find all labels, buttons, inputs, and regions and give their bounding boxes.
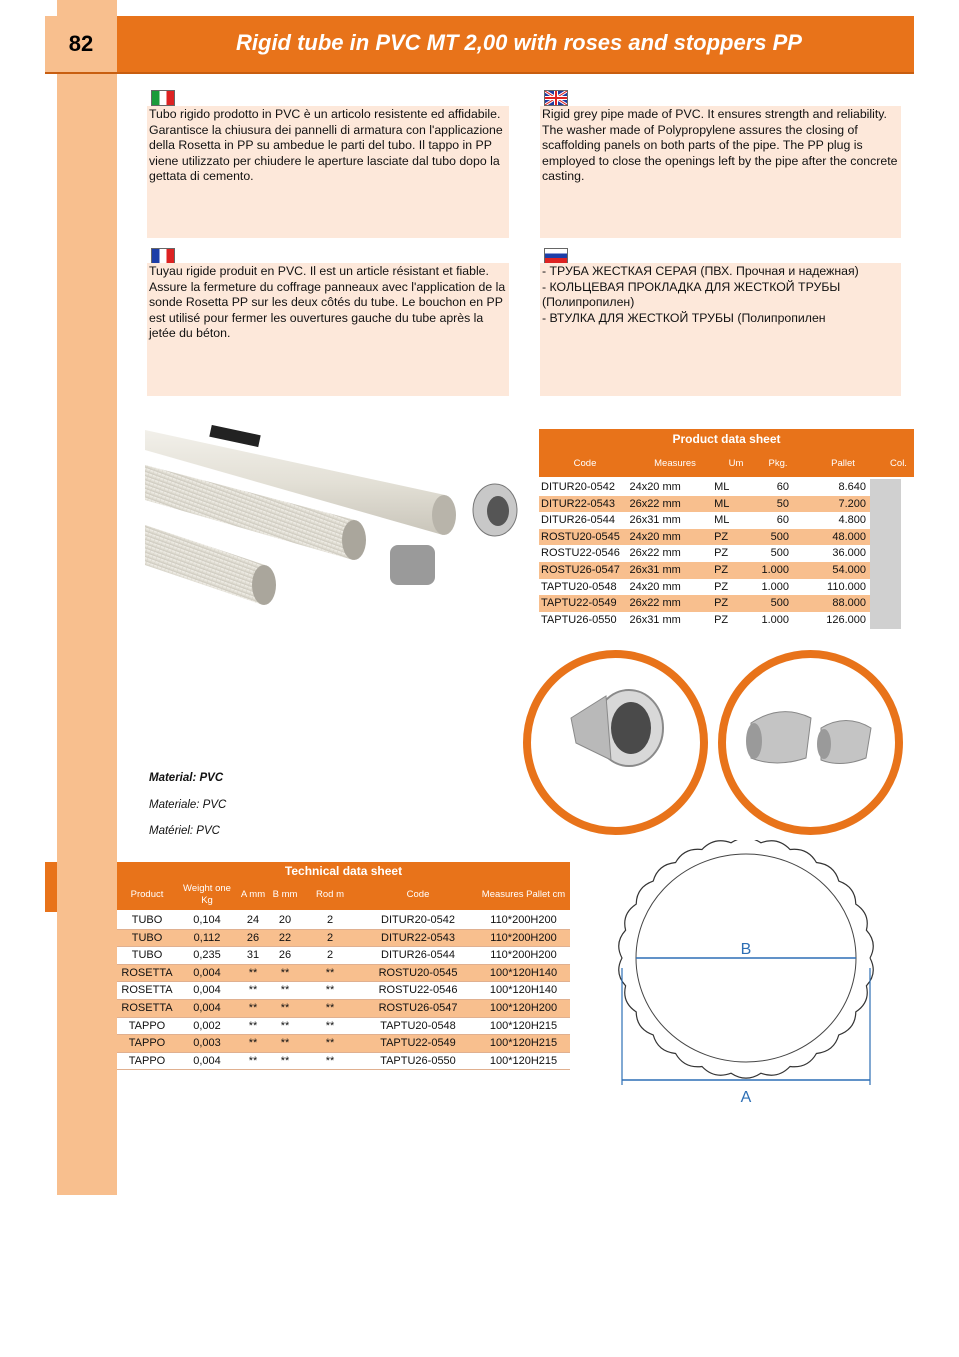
product-cell: 1.000 (761, 580, 789, 593)
product-cell: 26x31 mm (629, 613, 681, 626)
technical-cell: 22 (278, 931, 292, 944)
product-cell: TAPTU26-0550 (541, 613, 617, 626)
product-cell: 24x20 mm (629, 530, 681, 543)
page-title: Rigid tube in PVC MT 2,00 with roses and stoppers PP (236, 30, 802, 55)
col-weight: Weight one Kg (183, 883, 231, 906)
product-cell: ML (714, 514, 730, 527)
technical-cell: 0,004 (193, 1001, 221, 1014)
technical-table-row (117, 1035, 570, 1053)
col-code: Code (406, 889, 430, 900)
product-cell: DITUR20-0542 (541, 481, 615, 493)
description-english: Rigid grey pipe made of PVC. It ensures strength and reliability. The washer made of Polypropylene assures the closing of scaffolding panels on both parts of the pipe. The PP plug is employed to close the openings left by the pipe after the concrete casting. (540, 106, 901, 238)
pipe-3-end (252, 565, 276, 605)
product-cell: TAPTU22-0549 (541, 597, 617, 610)
technical-cell: 24 (246, 914, 260, 926)
technical-cell: ** (248, 1019, 258, 1032)
technical-cell: ROSETTA (121, 1001, 173, 1014)
col-col: Col. (890, 457, 907, 469)
side-strip (57, 0, 117, 1195)
product-cell: 54.000 (832, 563, 866, 576)
pipe-3 (145, 525, 265, 605)
technical-cell: DITUR20-0542 (381, 914, 455, 926)
technical-cell: 100*120H140 (489, 966, 558, 979)
description-french: Tuyau rigide produit en PVC. Il est un article résistant et fiable. Assure la fermeture du coffrage panneaux avec l'application de la sonde Rosetta PP sur les deux côtés du tube. Le bouchon en PP est utilisé pour fermer les ouvertures gauche du tube après la jetée du béton. (147, 263, 509, 396)
page-number: 82 (45, 16, 117, 72)
technical-table-row (117, 912, 570, 930)
col-a: A mm (240, 889, 266, 900)
technical-cell: TUBO (131, 931, 163, 944)
product-table-row (539, 496, 870, 513)
product-cell: 8.640 (838, 481, 866, 493)
product-table-body (539, 479, 914, 628)
technical-cell: TAPPO (128, 1019, 166, 1032)
product-cell: 7.200 (838, 497, 866, 510)
technical-cell: 110*200H200 (490, 931, 557, 944)
col-pallet: Pallet (831, 457, 855, 469)
technical-cell: TAPTU22-0549 (380, 1037, 456, 1050)
technical-cell: 2 (326, 914, 334, 926)
col-b: B mm (272, 889, 298, 900)
technical-cell: ** (248, 1054, 258, 1067)
technical-cell: TUBO (131, 914, 163, 926)
rosette-detail-image (531, 658, 700, 827)
technical-cell: ** (248, 966, 258, 979)
technical-cell: ROSTU22-0546 (378, 984, 458, 997)
description-italian: Tubo rigido prodotto in PVC è un articolo resistente ed affidabile. Garantisce la chiusura dei pannelli di armatura con l'applicazione della Rosetta in PP su ambedue le parti del tubo. Il tappo in PP viene utilizzato per chiudere le aperture lasciate dal tubo dopo la gettata di cemento. (147, 106, 509, 238)
technical-cell: 2 (326, 949, 334, 962)
product-cell: 48.000 (832, 530, 866, 543)
technical-data-table (117, 862, 570, 1070)
technical-table-row (117, 930, 570, 948)
technical-cell: DITUR26-0544 (381, 949, 455, 962)
material-it: Materiale: PVC (149, 799, 227, 811)
product-cell: 500 (770, 547, 789, 560)
technical-cell: TAPPO (128, 1037, 166, 1050)
technical-cell: TAPPO (128, 1054, 166, 1067)
french-flag-icon (151, 248, 175, 264)
technical-cell: 2 (326, 931, 334, 944)
technical-cell: ROSTU20-0545 (378, 966, 458, 979)
product-table-header (539, 449, 914, 479)
pipes-product-image (145, 425, 535, 630)
product-cell: 26x31 mm (629, 514, 681, 527)
technical-cell: 110*200H200 (490, 949, 557, 962)
russian-flag-icon (544, 248, 568, 264)
material-en: Material: PVC (149, 772, 224, 784)
italian-flag-icon (151, 90, 175, 106)
stopper-detail-image (726, 658, 895, 827)
technical-cell: ** (280, 1054, 290, 1067)
technical-table-row (117, 1053, 570, 1071)
col-um: Um (728, 457, 744, 469)
technical-cell: ** (325, 1054, 335, 1067)
technical-cell: ** (325, 1037, 335, 1050)
brand-logo (209, 425, 260, 447)
section-tab (45, 862, 57, 912)
material-fr: Matériel: PVC (149, 825, 220, 837)
technical-cell: 31 (246, 949, 260, 962)
technical-cell: ROSTU26-0547 (378, 1001, 458, 1014)
product-cell: PZ (714, 597, 729, 610)
technical-cell: ROSETTA (121, 984, 173, 997)
ru-line: - КОЛЬЦЕВАЯ ПРОКЛАДКА ДЛЯ ЖЕСТКОЙ ТРУБЫ (542, 279, 841, 294)
product-cell: ML (714, 481, 730, 493)
technical-cell: ** (280, 966, 290, 979)
technical-cell: ** (325, 966, 335, 979)
rosette-hole (487, 496, 509, 526)
product-cell: 1.000 (761, 613, 789, 626)
technical-cell: TUBO (131, 949, 163, 962)
technical-cell: 0,112 (193, 931, 221, 944)
product-table-row (539, 595, 870, 612)
product-cell: DITUR22-0543 (541, 497, 615, 510)
ru-line: - ТРУБА ЖЕСТКАЯ СЕРАЯ (ПВХ. Прочная и надежная) (542, 264, 859, 278)
product-cell: 50 (776, 497, 789, 510)
technical-cell: DITUR22-0543 (381, 931, 455, 944)
product-cell: PZ (714, 613, 729, 626)
technical-cell: ** (248, 984, 258, 997)
product-cell: PZ (714, 547, 729, 560)
technical-cell: ROSETTA (121, 966, 173, 979)
product-table-row (539, 512, 870, 529)
technical-cell: 20 (278, 914, 292, 926)
technical-table-body (117, 912, 570, 1070)
technical-cell: 100*120H215 (489, 1037, 558, 1050)
product-cell: PZ (714, 580, 729, 593)
pipe-1-end (432, 495, 456, 535)
dimension-b-label: B (740, 941, 752, 958)
col-product: Product (130, 889, 164, 900)
product-cell: ROSTU26-0547 (541, 563, 620, 576)
technical-cell: ** (280, 1001, 290, 1014)
technical-cell: 0,003 (193, 1037, 221, 1050)
col-rod: Rod m (316, 889, 344, 900)
technical-cell: ** (248, 1001, 258, 1014)
technical-cell: 100*120H215 (489, 1054, 558, 1067)
col-pkg: Pkg. (768, 457, 788, 469)
technical-cell: ** (325, 1001, 335, 1014)
technical-cell: 26 (246, 931, 260, 944)
product-table-row (539, 479, 870, 496)
product-cell: 60 (776, 514, 789, 527)
product-table-row (539, 545, 870, 562)
technical-cell: ** (280, 984, 290, 997)
technical-cell: 110*200H200 (490, 914, 557, 926)
stopper-part (390, 545, 435, 585)
product-cell: 26x22 mm (629, 497, 681, 510)
product-cell: DITUR26-0544 (541, 514, 615, 527)
technical-cell: TAPTU20-0548 (380, 1019, 456, 1032)
product-cell: 24x20 mm (629, 580, 681, 593)
col-code: Code (573, 457, 597, 469)
rosette-detail-circle (523, 650, 708, 835)
product-cell: TAPTU20-0548 (541, 580, 617, 593)
product-cell: 26x31 mm (629, 563, 681, 576)
technical-cell: ** (280, 1037, 290, 1050)
technical-cell: ** (325, 1019, 335, 1032)
product-cell: 26x22 mm (629, 597, 681, 610)
technical-cell: 0,004 (193, 1054, 221, 1067)
technical-table-row (117, 965, 570, 983)
technical-cell: 0,104 (193, 914, 221, 926)
technical-cell: ** (280, 1019, 290, 1032)
product-cell: PZ (714, 530, 729, 543)
product-cell: 1.000 (761, 563, 789, 576)
pipe-2-end (342, 520, 366, 560)
product-cell: 126.000 (826, 613, 866, 626)
product-data-table (539, 429, 914, 628)
technical-cell: 0,002 (193, 1019, 221, 1032)
technical-cell: 0,004 (193, 966, 221, 979)
technical-cell: ** (248, 1037, 258, 1050)
product-cell: PZ (714, 563, 729, 576)
technical-cell: 100*120H140 (489, 984, 558, 997)
dimension-a-label: A (740, 1089, 752, 1106)
product-cell: ROSTU22-0546 (541, 547, 620, 560)
product-cell: 88.000 (832, 597, 866, 610)
product-cell: 4.800 (838, 514, 866, 527)
ru-line: - ВТУЛКА ДЛЯ ЖЕСТКОЙ ТРУБЫ (Полипропилен (542, 310, 826, 325)
technical-cell: 0,235 (193, 949, 221, 962)
product-cell: 110.000 (827, 580, 866, 593)
product-cell: 36.000 (832, 547, 866, 560)
col-measures-pallet: Measures Pallet cm (481, 889, 566, 900)
product-cell: 500 (770, 530, 789, 543)
product-table-row (539, 529, 870, 546)
rosette-scalloped-outline (619, 840, 874, 1078)
description-russian (540, 263, 901, 396)
uk-flag-graphic (545, 91, 567, 105)
technical-table-title: Technical data sheet (117, 862, 570, 880)
product-cell: 500 (770, 597, 789, 610)
technical-table-row (117, 947, 570, 965)
product-table-row (539, 612, 870, 629)
product-cell: 24x20 mm (629, 481, 681, 493)
technical-table-row (117, 982, 570, 1000)
product-cell: 26x22 mm (629, 547, 681, 560)
technical-table-row (117, 1000, 570, 1018)
product-table-title: Product data sheet (539, 429, 914, 449)
technical-cell: 100*120H200 (489, 1001, 558, 1014)
product-table-row (539, 579, 870, 596)
product-table-row (539, 562, 870, 579)
technical-cell: 100*120H215 (489, 1019, 558, 1032)
technical-table-row (117, 1018, 570, 1036)
technical-cell: 26 (278, 949, 292, 962)
technical-cell: TAPTU26-0550 (380, 1054, 456, 1067)
stopper-detail-circle (718, 650, 903, 835)
technical-table-header (117, 880, 570, 912)
rosette-dimension-diagram (610, 840, 880, 1110)
technical-cell: ** (325, 984, 335, 997)
product-cell: ML (714, 497, 730, 510)
product-cell: 60 (776, 481, 789, 493)
technical-cell: 0,004 (193, 984, 221, 997)
uk-flag-icon (544, 90, 568, 106)
col-measures: Measures (654, 457, 696, 469)
ru-line: (Полипропилен) (542, 295, 635, 309)
product-cell: ROSTU20-0545 (541, 530, 620, 543)
